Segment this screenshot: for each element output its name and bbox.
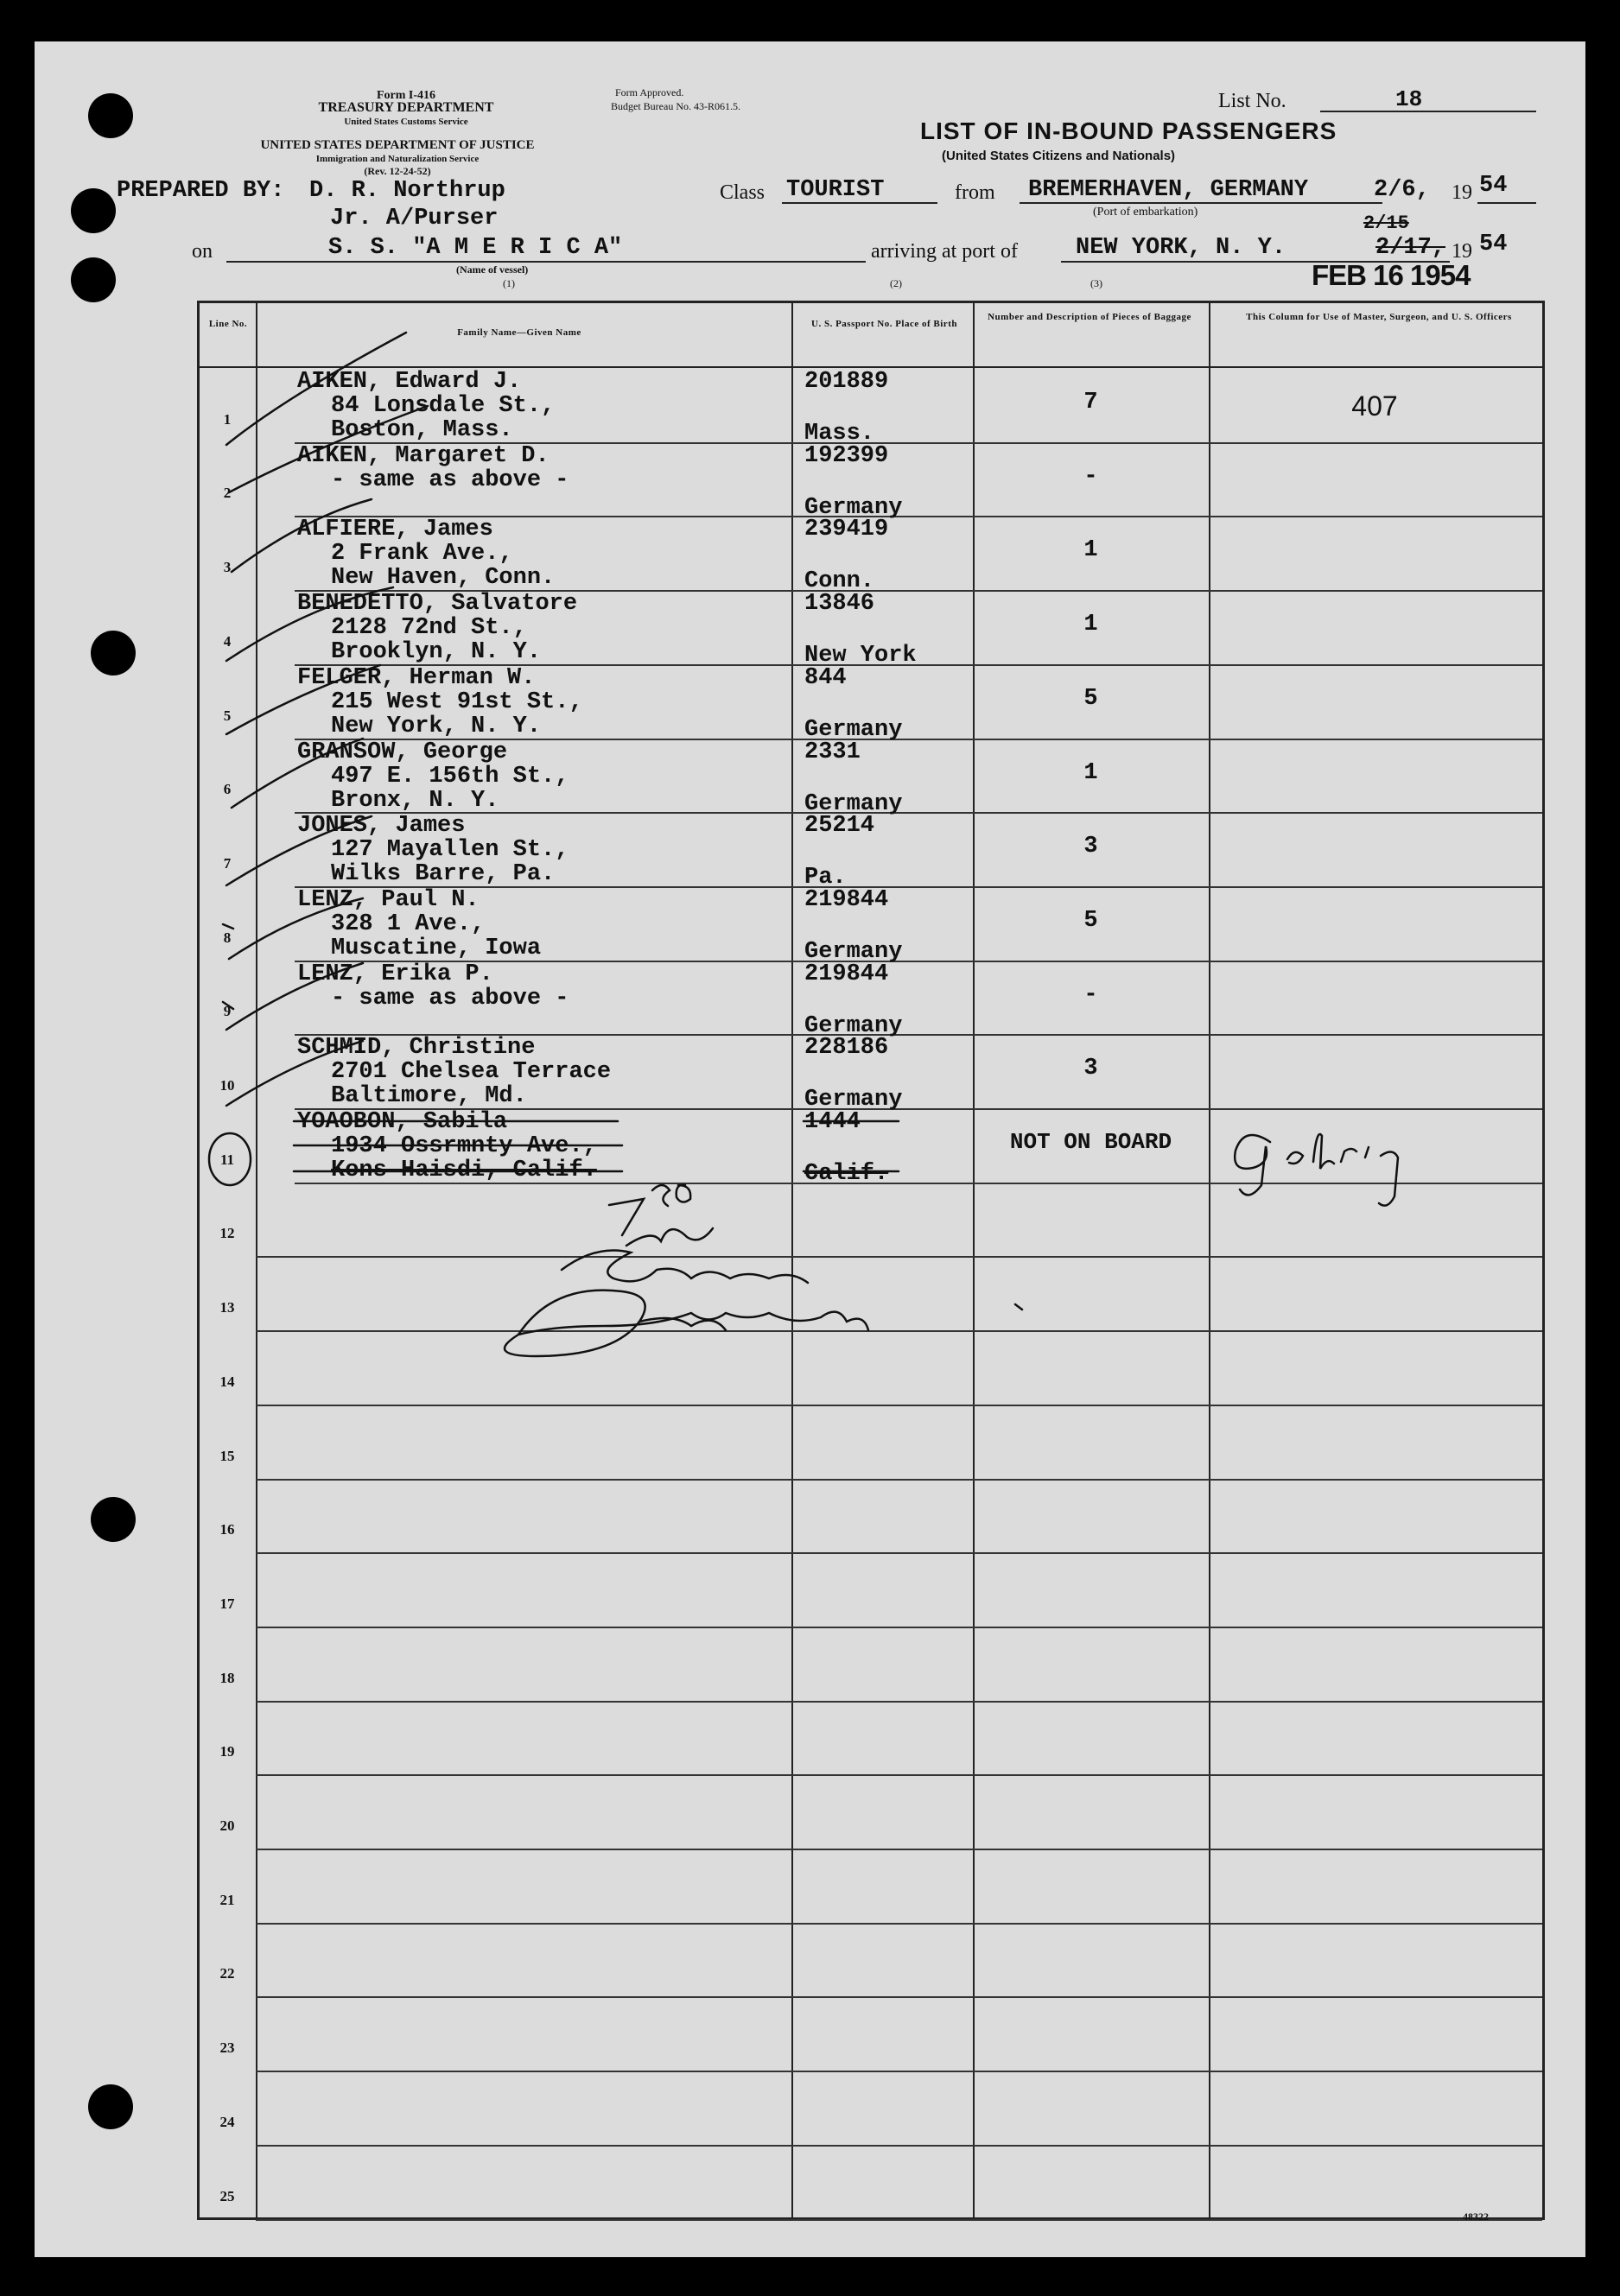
place-of-birth: Germany: [804, 1012, 903, 1039]
vessel-name: S. S. "A M E R I C A": [328, 235, 623, 261]
passenger-name: SCHMID, Christine: [297, 1035, 536, 1062]
col-marker-3: (3): [1090, 277, 1102, 289]
line-number: 20: [219, 1817, 235, 1834]
place-of-birth: Mass.: [804, 421, 875, 447]
line-number: 6: [223, 781, 232, 798]
col-marker-2: (2): [890, 277, 902, 289]
baggage-count: 1: [1083, 612, 1098, 638]
baggage-count: 7: [1083, 390, 1098, 415]
baggage-count: NOT ON BOARD: [1009, 1129, 1172, 1155]
baggage-count: -: [1083, 981, 1098, 1008]
revision-date: (Rev. 12-24-52): [364, 165, 431, 177]
passport-number: 25214: [804, 813, 875, 840]
line-number: 15: [219, 1447, 235, 1464]
line-number: 8: [223, 929, 232, 946]
on-label: on: [192, 240, 213, 263]
treasury-department: TREASURY DEPARTMENT: [318, 100, 494, 115]
header-family-name: Family Name—Given Name: [457, 327, 581, 338]
passport-number: 844: [804, 664, 847, 691]
baggage-count: 1: [1083, 537, 1098, 564]
passenger-address: 2 Frank Ave.,: [331, 541, 513, 568]
place-of-birth: Germany: [804, 716, 903, 743]
passport-number: 228186: [804, 1035, 889, 1062]
passenger-name: LENZ, Paul N.: [297, 886, 480, 913]
passenger-city: New Haven, Conn.: [331, 565, 556, 592]
place-of-birth: Germany: [804, 494, 903, 521]
passenger-city: Wilks Barre, Pa.: [331, 861, 556, 888]
line-number: 19: [219, 1743, 235, 1760]
line-number: 12: [219, 1225, 235, 1242]
passport-number: 13846: [804, 591, 875, 618]
year-prefix-2: 19: [1452, 240, 1472, 263]
passport-number: 219844: [804, 886, 889, 913]
baggage-count: -: [1083, 463, 1098, 490]
place-of-birth: Germany: [804, 790, 903, 817]
passenger-address: 215 West 91st St.,: [331, 688, 583, 715]
passenger-city: Muscatine, Iowa: [331, 935, 542, 961]
header-line-no: Line No.: [208, 319, 248, 329]
line-number: 22: [219, 1965, 235, 1982]
embarkation-port: BREMERHAVEN, GERMANY: [1028, 177, 1309, 203]
line-number: 25: [219, 2187, 235, 2204]
received-date-stamp: FEB 16 1954: [1312, 259, 1471, 291]
passenger-name: AIKEN, Margaret D.: [297, 442, 550, 469]
line-number: 23: [219, 2039, 235, 2057]
arrival-date-struck: 2/15: [1363, 212, 1409, 234]
customs-service: United States Customs Service: [344, 117, 468, 127]
line-number: 5: [223, 707, 232, 724]
port-embark-caption: (Port of embarkation): [1093, 206, 1198, 219]
passenger-address: 497 E. 156th St.,: [331, 763, 569, 790]
passenger-name: BENEDETTO, Salvatore: [297, 591, 578, 618]
baggage-count: 5: [1083, 907, 1098, 934]
passport-number: 239419: [804, 517, 889, 543]
footer-code: 48322: [1463, 2210, 1489, 2223]
passenger-city: Kons Haisdi, Calif.: [331, 1158, 597, 1183]
line-number: 4: [223, 632, 232, 650]
col-marker-1: (1): [503, 277, 515, 289]
passenger-city: Baltimore, Md.: [331, 1083, 527, 1110]
baggage-count: 3: [1083, 834, 1098, 860]
passenger-name: LENZ, Erika P.: [297, 961, 493, 987]
passenger-city: Bronx, N. Y.: [331, 787, 499, 814]
passenger-address: 328 1 Ave.,: [331, 910, 486, 937]
baggage-count: 1: [1083, 759, 1098, 786]
line-number: 7: [223, 854, 232, 872]
place-of-birth: New York: [804, 643, 917, 669]
line-number: 14: [219, 1373, 235, 1390]
passport-number: 1444: [804, 1109, 861, 1135]
place-of-birth: Pa.: [804, 865, 847, 891]
budget-bureau: Budget Bureau No. 43-R061.5.: [611, 100, 740, 112]
place-of-birth: Germany: [804, 938, 903, 965]
year-suffix: 54: [1479, 173, 1508, 199]
class-value: TOURIST: [786, 177, 885, 203]
passenger-name: JONES, James: [297, 813, 466, 840]
place-of-birth: Conn.: [804, 568, 875, 595]
passport-number: 219844: [804, 961, 889, 987]
form-approved: Form Approved.: [615, 86, 684, 98]
arriving-label: arriving at port of: [871, 240, 1018, 263]
passenger-address: 2701 Chelsea Terrace: [331, 1059, 612, 1086]
line-number: 11: [219, 1151, 235, 1168]
passenger-address: 84 Lonsdale St.,: [331, 393, 556, 419]
passenger-name: YOAOBON, Sabila: [297, 1109, 508, 1135]
form-number: Form I-416: [376, 89, 436, 102]
passenger-address: - same as above -: [331, 985, 569, 1012]
passenger-address: 127 Mayallen St.,: [331, 837, 569, 864]
list-number: 18: [1395, 86, 1423, 112]
prepared-by-name: D. R. Northrup: [309, 178, 505, 204]
baggage-count: 5: [1083, 685, 1098, 712]
passenger-address: 1934 Ossrmnty Ave.,: [331, 1133, 597, 1159]
line-number: 3: [223, 559, 232, 576]
class-label: Class: [720, 181, 766, 204]
officer-note: 407: [1351, 390, 1398, 422]
line-number: 21: [219, 1891, 235, 1908]
passenger-city: Brooklyn, N. Y.: [331, 639, 542, 666]
prepared-by-label: PREPARED BY:: [117, 178, 285, 204]
line-number: 16: [219, 1521, 235, 1538]
line-number: 17: [219, 1595, 235, 1612]
line-number: 1: [223, 410, 232, 428]
passenger-city: Boston, Mass.: [331, 417, 513, 443]
vessel-caption: (Name of vessel): [456, 263, 529, 276]
place-of-birth: Calif.: [804, 1161, 889, 1187]
justice-department: UNITED STATES DEPARTMENT OF JUSTICE: [260, 138, 535, 152]
header-baggage: Number and Description of Pieces of Baggage: [988, 312, 1191, 322]
form-title: LIST OF IN-BOUND PASSENGERS: [920, 117, 1337, 144]
year-prefix: 19: [1452, 181, 1472, 204]
passenger-address: - same as above -: [331, 466, 569, 493]
passenger-name: AIKEN, Edward J.: [297, 369, 522, 395]
arrival-date-corrected: 2/17,: [1375, 235, 1446, 261]
passport-number: 201889: [804, 369, 889, 395]
passport-number: 192399: [804, 442, 889, 469]
prepared-by-title: Jr. A/Purser: [330, 206, 499, 232]
passenger-name: GRANSOW, George: [297, 739, 508, 765]
arrival-port: NEW YORK, N. Y.: [1076, 235, 1286, 261]
list-no-label: List No.: [1218, 90, 1286, 112]
line-number: 24: [219, 2113, 235, 2130]
line-number: 9: [223, 1003, 232, 1020]
year-suffix-2: 54: [1479, 232, 1508, 257]
line-number: 2: [223, 485, 232, 502]
passport-number: 2331: [804, 739, 861, 765]
passenger-address: 2128 72nd St.,: [331, 615, 527, 642]
embarkation-date: 2/6,: [1374, 177, 1430, 203]
line-number: 10: [219, 1077, 235, 1094]
header-passport: U. S. Passport No. Place of Birth: [811, 319, 957, 329]
header-officers-use: This Column for Use of Master, Surgeon, and U. S. Officers: [1246, 312, 1512, 322]
passenger-name: FELGER, Herman W.: [297, 664, 536, 691]
line-number: 18: [219, 1669, 235, 1686]
baggage-count: 3: [1083, 1056, 1098, 1082]
place-of-birth: Germany: [804, 1087, 903, 1113]
passenger-name: ALFIERE, James: [297, 517, 493, 543]
line-number: 13: [219, 1299, 235, 1316]
form-subtitle: (United States Citizens and Nationals): [942, 149, 1176, 163]
passenger-city: New York, N. Y.: [331, 713, 542, 739]
immigration-service: Immigration and Naturalization Service: [315, 154, 480, 164]
from-label: from: [955, 181, 995, 204]
